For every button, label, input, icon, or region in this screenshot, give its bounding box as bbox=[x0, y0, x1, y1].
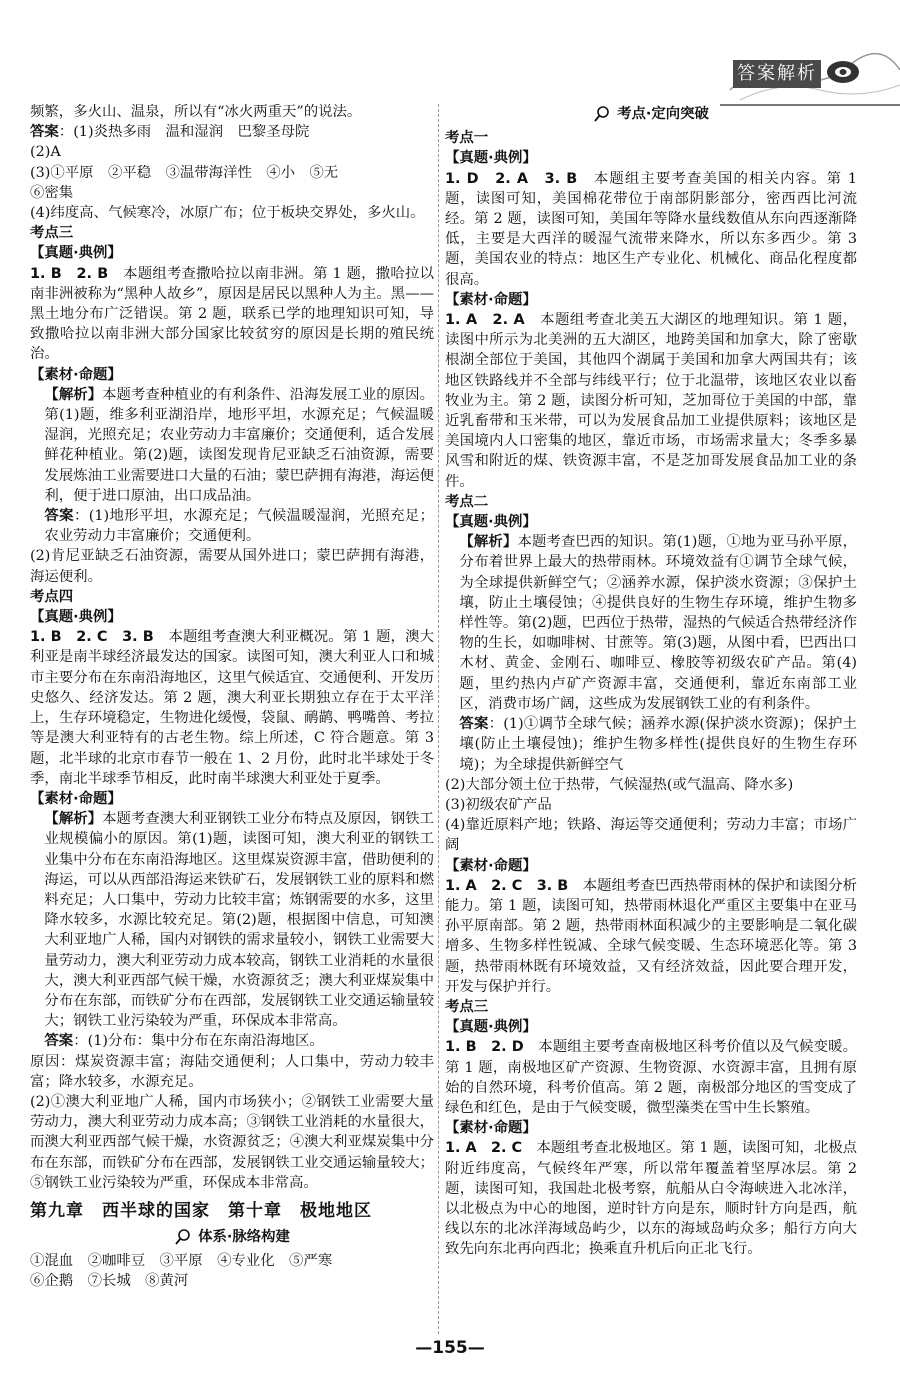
answer-line: 答案：(1)分布：集中分布在东南沿海地区。 bbox=[44, 1033, 324, 1050]
system-banner bbox=[30, 1227, 434, 1247]
sub-heading: 【真题·典例】 bbox=[445, 150, 537, 167]
section-heading: 考点三 bbox=[30, 225, 74, 242]
answer-line: (2)大部分领土位于热带，气候湿热(或气温高、降水多) bbox=[445, 776, 794, 793]
magnifier-icon bbox=[593, 105, 611, 123]
sub-heading: 【素材·命题】 bbox=[445, 1120, 537, 1137]
paragraph: 1. B 2. C 3. B 本题组考查澳大利亚概况。第 1 题，澳大利亚是南半球经济最发达的国家。读图可知，澳大利亚人口和城市主要分布在东南沿海地区，这里气候适宜、交通便利、开发历史悠久、经济发达。第 2 题，澳大利亚长期独立存在于太平洋上，生存环境稳定，生物进化缓慢，袋鼠、鸸鹋、鸭嘴兽、考拉等是澳大利亚特有的古老生物。综上所述，C 符合题意。第 3 题，北半球的北京市春节一般在 1、2 月份，此时北半球处于冬季，南北半球季节相反，此时南半球澳大利亚处于夏季。 bbox=[30, 629, 434, 787]
sub-heading: 【素材·命题】 bbox=[445, 291, 537, 308]
sub-heading: 【素材·命题】 bbox=[445, 857, 537, 874]
sub-heading: 【真题·典例】 bbox=[30, 245, 122, 262]
sub-heading: 【真题·典例】 bbox=[445, 1019, 537, 1036]
answer-line: 原因：煤炭资源丰富；海陆交通便利；人口集中，劳动力较丰富；降水较多，水源充足。 bbox=[30, 1053, 434, 1090]
answer-line: ⑥密集 bbox=[30, 184, 74, 201]
paragraph: 1. B 2. B 本题组考查撒哈拉以南非洲。第 1 题，撒哈拉以南非洲被称为“黑种人故乡”，原因是居民以黑种人为主。黑——黑土地分布广泛错误。第 2 题，联系已学的地理知识可知，导致撒哈拉以南非洲大部分国家比较贫穷的原因是长期的殖民统治。 bbox=[30, 265, 435, 363]
paragraph: 1. D 2. A 3. B 本题组主要考查美国的相关内容。第 1 题，读图可知，美国棉花带位于南部阴影部分，密西西比河流经。第 2 题，读图可知，美国年等降水量线数值从东向西逐渐降低，主要是大西洋的暖湿气流带来降水，所以东多西少。第 3 题，美国农业的特点：地区生产专业化、机械化、商品化程度都很高。 bbox=[445, 170, 857, 288]
magnifier-icon bbox=[174, 1228, 192, 1246]
answer-line: 答案：(1)地形平坦，水源充足；气候温暖湿润，光照充足；农业劳动力丰富廉价；交通便利。 bbox=[44, 508, 434, 545]
answer-line: ①混血 ②咖啡豆 ③平原 ④专业化 ⑤严寒 bbox=[30, 1253, 333, 1270]
answer-line: (4)纬度高、气候寒冷，冰原广布；位于板块交界处，多火山。 bbox=[30, 205, 425, 222]
answer-line: (2)①澳大利亚地广人稀，国内市场狭小；②钢铁工业需要大量劳动力，澳大利亚劳动力成本高；③钢铁工业消耗的水量很大，而澳大利亚西部气候干燥，水资源贫乏；④澳大利亚煤炭集中分布在东部，而铁矿分布在西部，发展钢铁工业交通运输量较大；⑤钢铁工业污染较为严重，环保成本非常高。 bbox=[30, 1093, 434, 1191]
paragraph: 1. A 2. A 本题组考查北美五大湖区的地理知识。第 1 题，读图中所示为北美洲的五大湖区，地跨美国和加拿大，除了密歇根湖全部位于美国，其他四个湖属于美国和加拿大两国共有；该地区铁路线并不全部与纬线平行；位于北温带，该地区农业以畜牧业为主。第 2 题，读图分析可知，芝加哥位于美国的中部，靠近乳畜带和玉米带，可以为发展食品加工业提供原料；该地区是美国境内人口密集的地区，靠近市场，市场需求量大；冬季多暴风雪和附近的煤、铁资源丰富，不是芝加哥发展食品加工业的条件。 bbox=[445, 312, 857, 490]
answer-line: (4)靠近原料产地；铁路、海运等交通便利；劳动力丰富；市场广阔 bbox=[445, 817, 857, 854]
breakthrough-banner bbox=[445, 104, 857, 124]
paragraph: 1. A 2. C 3. B 本题组考查巴西热带雨林的保护和读图分析能力。第 1 题，读图可知，热带雨林退化严重区主要集中在亚马孙平原南部。第 2 题，热带雨林面积减少的主要影响是二氧化碳增多、生物多样性锐减、全球气候变暖、生态环境恶化等。第 3 题，热带雨林既有环境效益，又有经济效益，因此要合理开发，开发与保护并行。 bbox=[445, 877, 857, 995]
paragraph: 【解析】本题考查澳大利亚钢铁工业分布特点及原因，钢铁工业规模偏小的原因。第(1)题，读图可知，澳大利亚的钢铁工业集中分布在东南沿海地区。这里煤炭资源丰富，借助便利的海运，可以从西部沿海运来铁矿石，发展钢铁工业的原料和燃料充足；人口集中，劳动力比较丰富；炼钢需要的水多，这里降水较多，水源比较充足。第(2)题，根据图中信息，可知澳大利亚地广人稀，国内对钢铁的需求量较小，钢铁工业需要大量劳动力，澳大利亚劳动力成本较高，钢铁工业消耗的水量很大，澳大利亚西部气候干燥，水资源贫乏；澳大利亚煤炭集中分布在东部，而铁矿分布在西部，发展钢铁工业交通运输量较大；钢铁工业污染较为严重，环保成本非常高。 bbox=[44, 811, 434, 1030]
answer-line: (3)初级农矿产品 bbox=[445, 796, 552, 813]
answer-line: 答案：(1)炎热多雨 温和湿润 巴黎圣母院 bbox=[30, 124, 310, 141]
left-column bbox=[30, 102, 434, 1292]
paragraph: 频繁，多火山、温泉，所以有“冰火两重天”的说法。 bbox=[30, 104, 362, 120]
answer-line: (3)①平原 ②平稳 ③温带海洋性 ④小 ⑤无 bbox=[30, 164, 339, 181]
answer-line: 答案：(1)①调节全球气候；涵养水源(保护淡水资源)；保护土壤(防止土壤侵蚀)；维护生物多样性(提供良好的生物生存环境)；为全球提供新鲜空气 bbox=[459, 716, 857, 773]
right-column bbox=[445, 102, 857, 1260]
paragraph: 【解析】本题考查种植业的有利条件、沿海发展工业的原因。第(1)题，维多利亚湖沿岸，地形平坦，水源充足；气候温暖湿润，光照充足；农业劳动力丰富廉价；交通便利，适合发展鲜花种植业。第(2)题，读图发现肯尼亚缺乏石油资源，需要发展炼油工业需要进口大量的石油；蒙巴萨拥有海港，海运便利，便于进口原油，出口成品油。 bbox=[44, 386, 434, 504]
paragraph: 【解析】本题考查巴西的知识。第(1)题，①地为亚马孙平原，分布着世界上最大的热带雨林。环境效益有①调节全球气候，为全球提供新鲜空气；②涵养水源，保护淡水资源；③保护土壤，防止土壤侵蚀；④提供良好的生物生存环境，维护生物多样性等。第(2)题，巴西位于热带，湿热的气候适合热带经济作物的生长，如咖啡树、甘蔗等。第(3)题，从图中看，巴西出口木材、黄金、金刚石、咖啡豆、橡胶等初级农矿产品。第(4)题，里约热内卢矿产资源丰富，交通便利，靠近东南部工业区，消费市场广阔，这些成为发展钢铁工业的有利条件。 bbox=[459, 534, 857, 712]
banner-label: 考点·定向突破 bbox=[617, 106, 709, 122]
sub-heading: 【真题·典例】 bbox=[445, 514, 537, 531]
section-heading: 考点四 bbox=[30, 588, 74, 605]
column-divider bbox=[438, 104, 439, 1334]
answer-line: (2)A bbox=[30, 144, 61, 161]
section-heading: 考点二 bbox=[445, 493, 489, 510]
answer-line: (2)肯尼亚缺乏石油资源，需要从国外进口；蒙巴萨拥有海港，海运便利。 bbox=[30, 548, 434, 585]
section-heading: 考点三 bbox=[445, 998, 489, 1015]
sub-heading: 【素材·命题】 bbox=[30, 366, 122, 383]
paragraph: 1. B 2. D 本题组主要考查南极地区科考价值以及气候变暖。第 1 题，南极地区矿产资源、生物资源、水资源丰富，且拥有原始的自然环境，科考价值高。第 2 题，南极部分地区的雪变成了绿色和红色，是由于气候变暖，微型藻类在雪中生长繁殖。 bbox=[445, 1039, 857, 1116]
paragraph: 1. A 2. C 本题组考查北极地区。第 1 题，读图可知，北极点附近纬度高，气候终年严寒，所以常年覆盖着坚厚冰层。第 2 题，读图可知，我国赴北极考察，航船从白令海峡进入北冰洋，以北极点为中心的地图，逆时针方向是东，顺时针方向是西，航线以东的北冰洋海域岛屿少，以东的海域岛屿众多；船行方向大致先向东北再向西北；换乘直升机后向正北飞行。 bbox=[445, 1140, 857, 1258]
page-number: —155— bbox=[415, 1338, 485, 1358]
answer-line: ⑥企鹅 ⑦长城 ⑧黄河 bbox=[30, 1273, 189, 1290]
section-heading: 考点一 bbox=[445, 130, 489, 147]
banner-label: 体系·脉络构建 bbox=[198, 1228, 290, 1245]
answer-analysis-tag: 答案解析 bbox=[733, 60, 821, 88]
chapter-title: 第九章 西半球的国家 第十章 极地地区 bbox=[30, 1200, 372, 1221]
sub-heading: 【素材·命题】 bbox=[30, 790, 122, 807]
sub-heading: 【真题·典例】 bbox=[30, 609, 122, 626]
